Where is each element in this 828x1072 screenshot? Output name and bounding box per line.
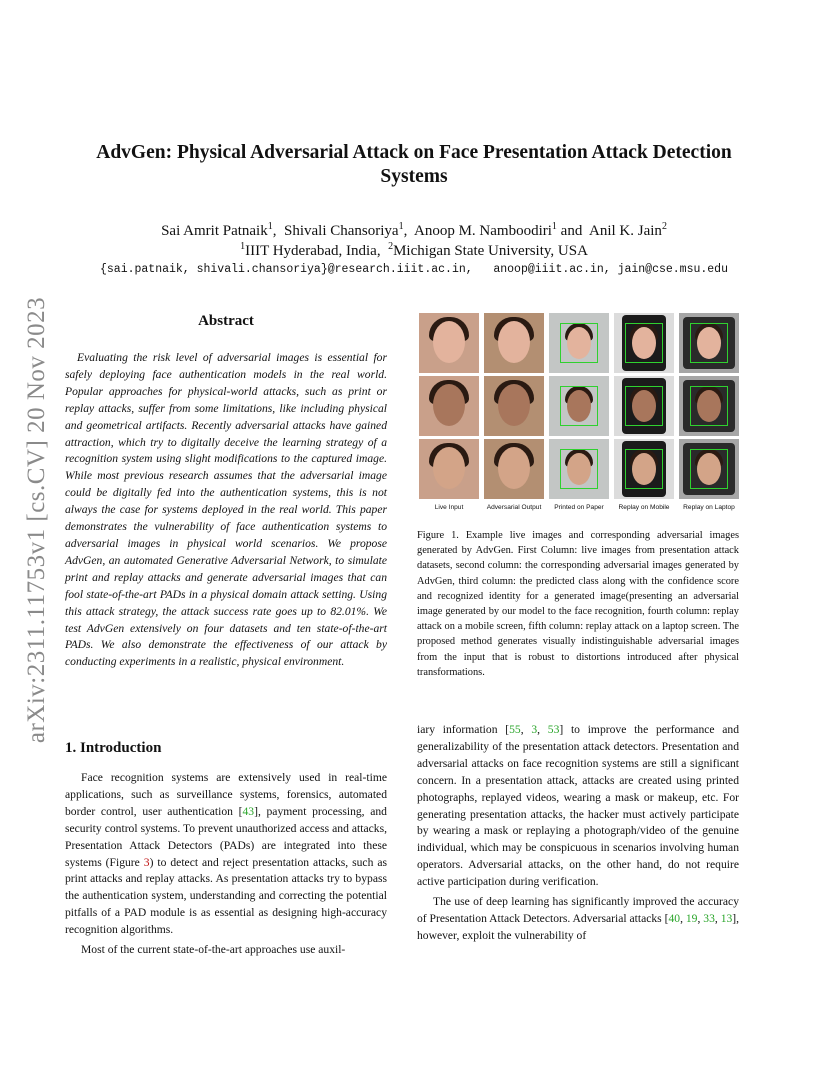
face-image-paper [549,313,609,373]
column-label: Printed on Paper [554,504,604,511]
citation-link[interactable]: 33 [703,911,715,925]
affiliation: IIIT Hyderabad, India, [245,243,381,259]
author-emails: {sai.patnaik, shivali.chansoriya}@research.iiit.ac.in, anoop@iiit.ac.in, jain@cse.msu.edu [99,263,728,276]
citation-link[interactable]: 40 [668,911,681,925]
face-shape [433,321,465,363]
face-shape [498,321,530,363]
paragraph: Most of the current state-of-the-art approaches use auxil- [81,943,346,957]
face-image-mobile [614,376,674,436]
face-image-paper [549,439,609,499]
face-image-live [419,439,479,499]
face-image-mobile [614,313,674,373]
paragraph: The use of deep learning has significantly improved the accuracy of Presentation Attack Detectors. Adversarial attacks [40, 19, 33, 13], however, exploit the vulnerability of [417,895,740,942]
detection-box [625,449,663,489]
figure-ref-link[interactable]: 3 [143,855,150,869]
face-image-adv [484,313,544,373]
detection-box [690,323,728,363]
affil-mark: 1 [240,241,246,252]
face-shape [433,384,465,426]
paragraph: Face recognition systems are extensively used in real-time applications, such as surveillance systems, forensics, automated border control, user authentication [43], payment processing, and security control systems. To prevent unauthorized access and attacks, Presentation Attack Detectors (PADs) are integrated into these systems (Figure 3) to detect and reject presentation attacks, such as print attacks and replay attacks. As presentation attacks try to bypass the authentication system, understanding and correcting the potential pitfalls of a PAD module is as essential as designing high-accuracy recognition algorithms. [65,771,387,937]
affiliations [60,237,768,261]
figure-1 [417,313,739,680]
figure-column-labels [419,504,739,511]
figure-image-grid [419,313,739,499]
author-affil-mark: 2 [661,221,667,232]
abstract-text: Evaluating the risk level of adversarial images is essential for safely deploying face authentication models in the real world. Popular approaches for physical-world attacks, such as print or replay attacks, suffer from some limitations, like including physical and geometrical artifacts. Recently adversarial attacks have gained attraction, which try to digitally deceive the learning strategy of a recognition system using slight modifications to the captured image. While most previous research assumes that the adversarial image could be digitally fed into the authentication systems, this is not always the case for systems deployed in the real world. This paper demonstrates the vulnerability of face authentication systems to adversarial images in physical world scenarios. We propose AdvGen, an automated Generative Adversarial Network, to simulate print and replay attacks and generate adversarial images that can fool state-of-the-art PADs in a physical domain attack setting. Using this attack strategy, the attack success rate goes up to 82.01%. We test AdvGen extensively on four datasets and ten state-of-the-art PADs. We also demonstrate the effectiveness of our attack by conducting experiments in a realistic, physical environment. [65,351,387,669]
citation-link[interactable]: 3 [531,723,538,736]
citation-link[interactable]: 19 [685,911,698,925]
column-label: Adversarial Output [486,504,542,511]
figure-caption: Figure 1. Example live images and corresponding adversarial images generated by AdvGen. First Column: live images from presentation attack datasets, second column: the corresponding adversarial images generated by AdvGen, third column: the predicted class along with the confidence score and recognized identity for a generated image(presenting an adversarial image generated by our model to the face recognition, fourth column: replay attack on a mobile screen, fifth column: replay attack on a laptop screen. The proposed method generates visually indistinguishable adversarial images from the input that is robust to distortions introduced after physical transformations. [417,530,739,678]
detection-box [690,449,728,489]
face-image-laptop [679,376,739,436]
face-image-adv [484,439,544,499]
detection-box [625,323,663,363]
face-image-live [419,313,479,373]
face-image-paper [549,376,609,436]
column-label: Live Input [434,504,464,511]
face-image-adv [484,376,544,436]
affil-mark: 2 [388,241,394,252]
author-affil-mark: 1 [551,221,557,232]
face-image-live [419,376,479,436]
arxiv-stamp-text: arXiv:2311.11753v1 [cs.CV] 20 Nov 2023 [23,296,50,744]
author-list: Sai Amrit Patnaik$^1$, Shivali Chansoriya$^1$, Anoop M. Namboodiri$^1$ and Anil K. Jain$^2$ [161,221,667,239]
author-name: Sai Amrit Patnaik [161,223,268,239]
citation-link[interactable]: 53 [547,723,560,736]
author-name: Anoop M. Namboodiri [414,223,552,239]
face-shape [433,447,465,489]
abstract-heading: Abstract [198,313,254,329]
face-shape [498,447,530,489]
face-shape [498,384,530,426]
right-column-text [417,722,739,948]
column-label: Replay on Mobile [618,504,670,511]
citation-link[interactable]: 13 [720,911,733,925]
affiliation: Michigan State University, USA [393,243,588,259]
author-affil-mark: 1 [267,221,273,232]
citation-link[interactable]: 43 [242,804,255,818]
author-name: Shivali Chansoriya [283,223,399,239]
detection-box [560,323,598,363]
author-affil-mark: 1 [398,221,404,232]
detection-box [560,449,598,489]
face-image-laptop [679,313,739,373]
paragraph: iary information [55, 3, 53] to improve the performance and generalizability of the presentation attack detectors. Presentation and adversarial attacks on face recognition systems are still a significant concern. In a presentation attack, attacks are created using printed photographs, replayed videos, wearing a mask or makeup, etc. For generating presentation attacks, the hacker must actively participate by wearing a mask or replaying a photograph/video of the genuine individual, which may be conspicuous in scenarios involving human operators. Adversarial attacks, on the other hand, do not require active participation during verification. [417,723,740,889]
column-label: Replay on Laptop [683,504,735,511]
face-image-mobile [614,439,674,499]
section-heading-introduction: 1. Introduction [65,740,162,756]
detection-box [625,386,663,426]
paper-title: AdvGen: Physical Adversarial Attack on Face Presentation Attack Detection Systems [96,142,732,187]
face-image-laptop [679,439,739,499]
arxiv-stamp [22,280,52,760]
detection-box [690,386,728,426]
author-name: Anil K. Jain [589,223,662,239]
detection-box [560,386,598,426]
introduction-text [65,770,387,962]
citation-link[interactable]: 55 [509,723,521,736]
